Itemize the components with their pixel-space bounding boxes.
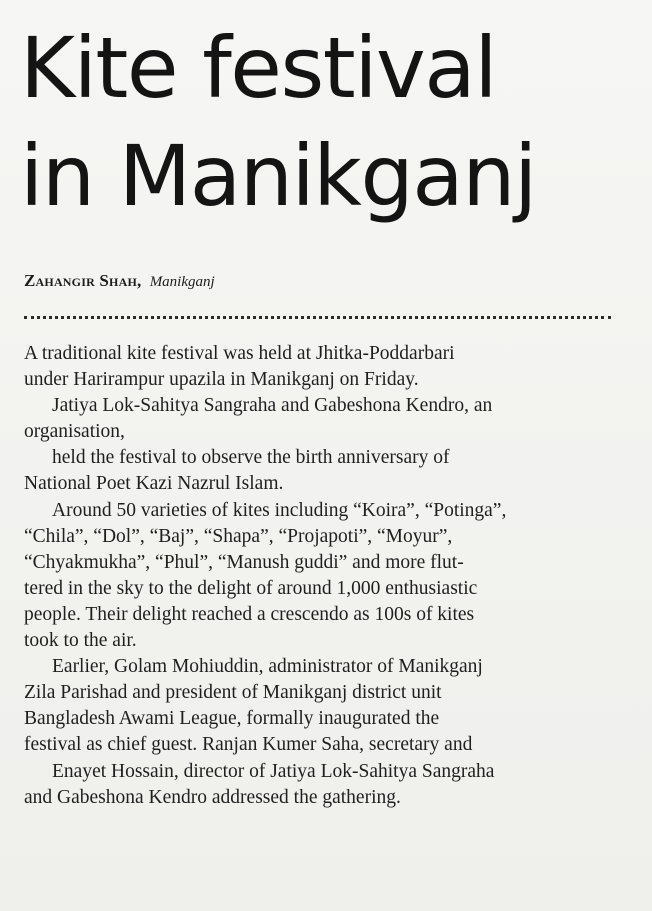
article-line: festival as chief guest. Ranjan Kumer Saha, secretary and [24, 734, 473, 756]
byline [24, 270, 215, 293]
article-line: took to the air. [24, 630, 137, 652]
article-line: Jatiya Lok-Sahitya Sangraha and Gabeshona Kendro, an [52, 395, 493, 417]
article-line: tered in the sky to the delight of around 1,000 enthusiastic [24, 577, 478, 599]
article-line: “Chyakmukha”, “Phul”, “Manush guddi” and more flut- [24, 551, 464, 573]
article-line: Around 50 varieties of kites including “Koira”, “Potinga”, [52, 499, 507, 521]
headline-line: Kite festival [20, 19, 497, 117]
article-line: under Harirampur upazila in Manikganj on Friday. [24, 369, 419, 391]
author-name: Zahangir Shah, [24, 271, 142, 290]
article-line: Bangladesh Awami League, formally inaugurated the [24, 708, 440, 730]
article-line: A traditional kite festival was held at Jhitka-Poddarbari [24, 343, 455, 364]
article-line: Enayet Hossain, director of Jatiya Lok-Sahitya Sangraha [52, 760, 495, 782]
headline-line: in Manikganj [20, 127, 536, 225]
article-line: “Chila”, “Dol”, “Baj”, “Shapa”, “Projapoti”, “Moyur”, [24, 525, 453, 547]
article-body [24, 341, 624, 811]
article-line: Zila Parishad and president of Manikganj district unit [24, 682, 442, 704]
article-line: held the festival to observe the birth anniversary of [52, 447, 450, 469]
dotted-divider [24, 316, 611, 319]
article-line: people. Their delight reached a crescendo as 100s of kites [24, 603, 475, 625]
article-line: organisation, [24, 421, 125, 443]
article-line: and Gabeshona Kendro addressed the gathering. [24, 786, 401, 808]
article-line: National Poet Kazi Nazrul Islam. [24, 473, 284, 495]
headline [20, 14, 640, 230]
article-line: Earlier, Golam Mohiuddin, administrator of Manikganj [52, 656, 483, 678]
dateline-location: Manikganj [149, 274, 215, 290]
